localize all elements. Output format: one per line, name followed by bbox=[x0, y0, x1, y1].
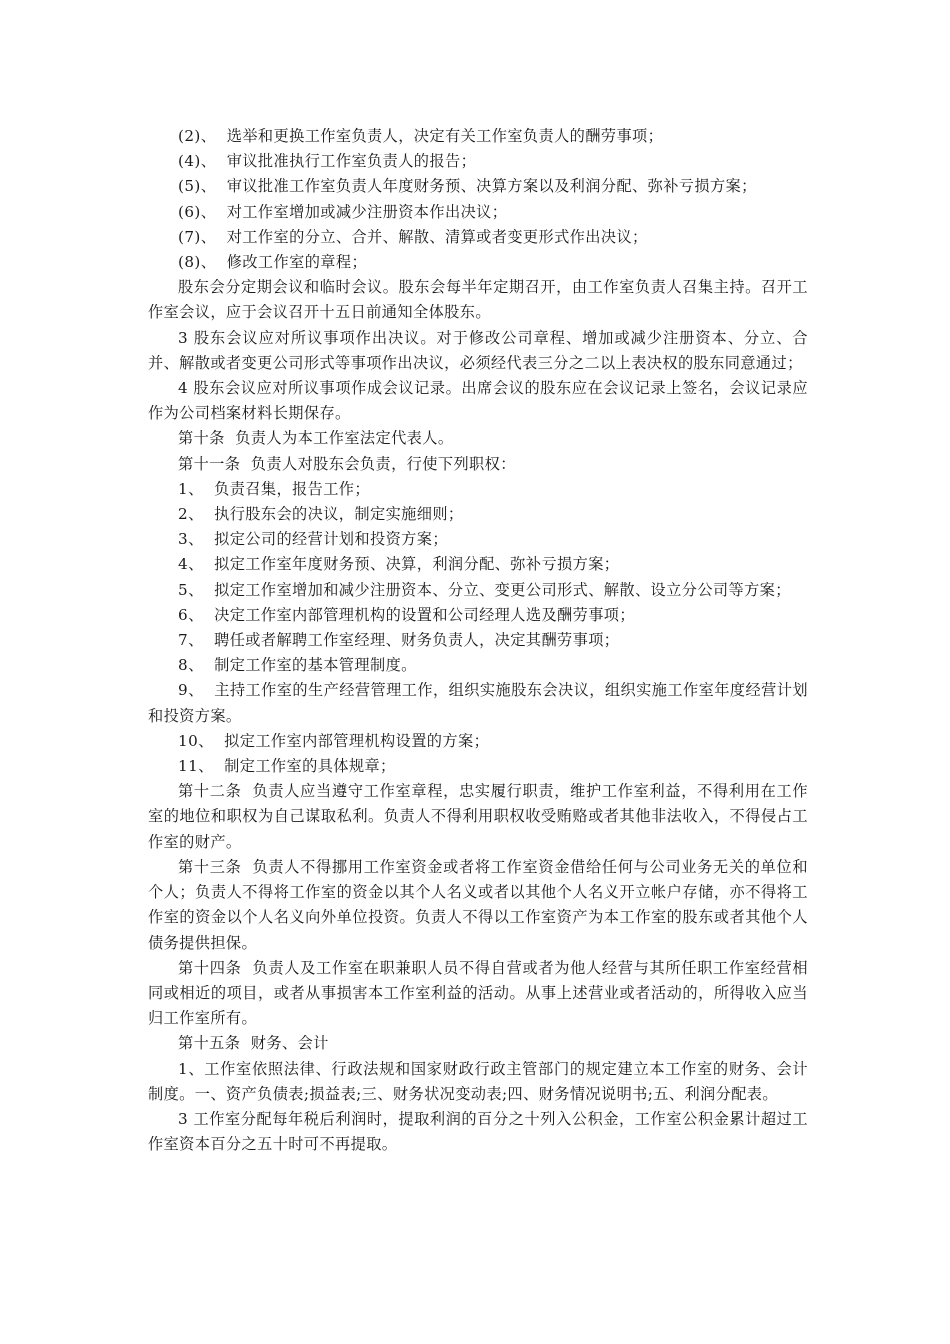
paragraph: (8)、 修改工作室的章程； bbox=[178, 253, 368, 272]
list-item: 10、 拟定工作室内部管理机构设置的方案； bbox=[178, 731, 490, 750]
list-item: 5、 拟定工作室增加和减少注册资本、分立、变更公司形式、解散、设立分公司等方案； bbox=[178, 580, 791, 599]
list-item: 2、 执行股东会的决议，制定实施细则； bbox=[178, 505, 464, 524]
paragraph: 4 股东会议应对所议事项作成会议记录。出席会议的股东应在会议记录上签名，会议记录应作为公司档案材料长期保存。 bbox=[148, 379, 808, 423]
paragraph: (4)、 审议批准执行工作室负责人的报告； bbox=[178, 152, 477, 171]
paragraph: 股东会分定期会议和临时会议。股东会每半年定期召开，由工作室负责人召集主持。召开工作室会议，应于会议召开十五日前通知全体股东。 bbox=[148, 278, 808, 322]
paragraph: 3 股东会议应对所议事项作出决议。对于修改公司章程、增加或减少注册资本、分立、合并、解散或者变更公司形式等事项作出决议，必须经代表三分之二以上表决权的股东同意通过； bbox=[148, 328, 808, 372]
paragraph: (7)、 对工作室的分立、合并、解散、清算或者变更形式作出决议； bbox=[178, 227, 648, 246]
paragraph: 第十三条 负责人不得挪用工作室资金或者将工作室资金借给任何与公司业务无关的单位和个人；负责人不得将工作室的资金以其个人名义或者以其他个人名义开立帐户存储，亦不得将工作室的资金以个人名义向外单位投资。负责人不得以工作室资产为本工作室的股东或者其他个人债务提供担保。 bbox=[148, 857, 808, 952]
list-item: 4、 拟定工作室年度财务预、决算，利润分配、弥补亏损方案； bbox=[178, 555, 620, 574]
paragraph: 1、工作室依照法律、行政法规和国家财政行政主管部门的规定建立本工作室的财务、会计制度。一、资产负债表;损益表;三、财务状况变动表;四、财务情况说明书;五、利润分配表。 bbox=[148, 1059, 808, 1103]
list-item: 1、 负责召集，报告工作； bbox=[178, 479, 370, 498]
list-item: 6、 决定工作室内部管理机构的设置和公司经理人选及酬劳事项； bbox=[178, 605, 635, 624]
article-heading: 第十五条 财务、会计 bbox=[178, 1034, 329, 1053]
list-item: 7、 聘任或者解聘工作室经理、财务负责人，决定其酬劳事项； bbox=[178, 631, 620, 650]
paragraph: (5)、 审议批准工作室负责人年度财务预、决算方案以及利润分配、弥补亏损方案； bbox=[178, 177, 757, 196]
list-item: 11、 制定工作室的具体规章； bbox=[178, 757, 396, 776]
paragraph: 第十四条 负责人及工作室在职兼职人员不得自营或者为他人经营与其所任职工作室经营相同或相近的项目，或者从事损害本工作室利益的活动。从事上述营业或者活动的，所得收入应当归工作室所有。 bbox=[148, 958, 808, 1028]
list-item: 9、 主持工作室的生产经营管理工作，组织实施股东会决议，组织实施工作室年度经营计划和投资方案。 bbox=[148, 681, 808, 725]
article-heading: 第十条 负责人为本工作室法定代表人。 bbox=[178, 429, 454, 448]
document-body bbox=[148, 124, 808, 1157]
paragraph: (6)、 对工作室增加或减少注册资本作出决议； bbox=[178, 202, 508, 221]
list-item: 3、 拟定公司的经营计划和投资方案； bbox=[178, 530, 448, 549]
list-item: 8、 制定工作室的基本管理制度。 bbox=[178, 656, 417, 675]
paragraph: 3 工作室分配每年税后利润时，提取利润的百分之十列入公积金，工作室公积金累计超过工作室资本百分之五十时可不再提取。 bbox=[148, 1109, 808, 1154]
paragraph: 第十二条 负责人应当遵守工作室章程，忠实履行职责，维护工作室利益，不得利用在工作室的地位和职权为自己谋取私利。负责人不得利用职权收受贿赂或者其他非法收入，不得侵占工作室的财产。 bbox=[148, 782, 808, 851]
article-heading: 第十一条 负责人对股东会负责，行使下列职权： bbox=[178, 454, 516, 473]
paragraph: (2)、 选举和更换工作室负责人，决定有关工作室负责人的酬劳事项； bbox=[178, 127, 664, 145]
